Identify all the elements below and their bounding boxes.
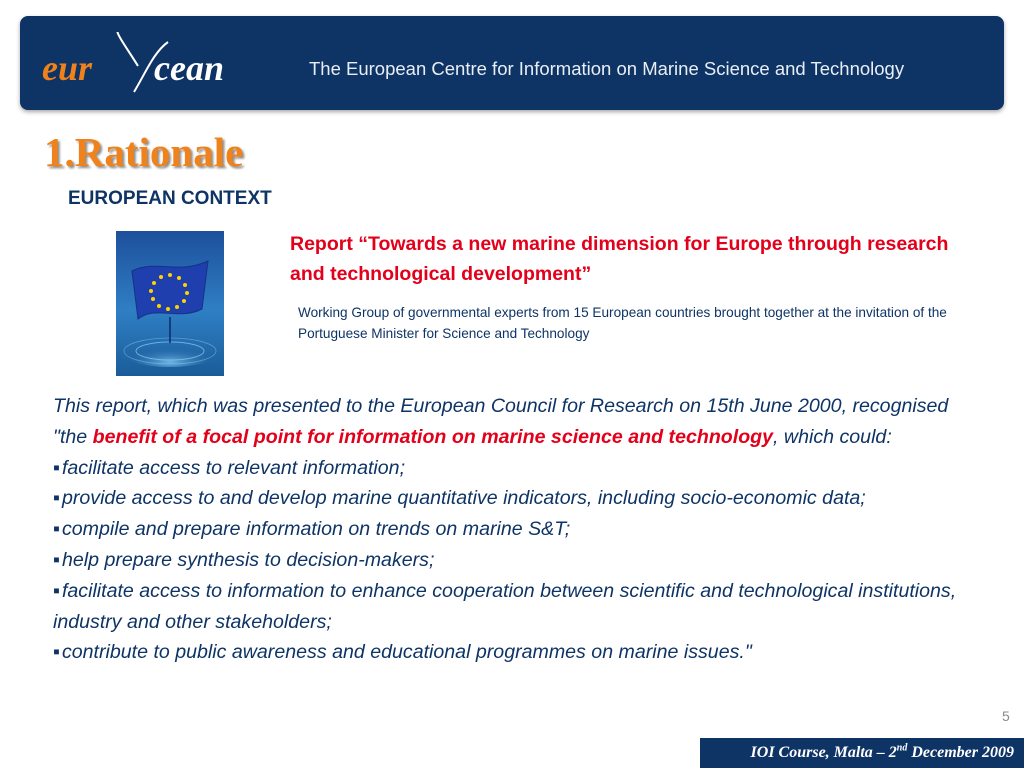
bullet-item: ▪ facilitate access to information to enhance cooperation between scientific and technological institutions, industry and other stakeholders; — [53, 576, 983, 638]
intro-highlight: benefit of a focal point for information on marine science and technology — [92, 425, 774, 448]
body-text — [53, 391, 983, 668]
euroocean-logo — [42, 32, 292, 96]
header-subtitle: The European Centre for Information on Marine Science and Technology — [309, 58, 905, 79]
intro-paragraph — [53, 391, 983, 453]
bullet-item: ▪ help prepare synthesis to decision-makers; — [53, 545, 983, 576]
intro-text: This report, which was presented to the European Council for Research on 15th June 2000, recognised "the — [53, 395, 949, 448]
eu-flag-over-water-image — [116, 231, 224, 376]
page-number: 5 — [1002, 708, 1010, 724]
report-description: Working Group of governmental experts from 15 European countries brought together at the invitation of the Portuguese Minister for Science and Technology — [298, 305, 947, 341]
footer-bar — [700, 738, 1024, 768]
footer-text: IOI Course, Malta – 2 — [750, 744, 897, 761]
footer-superscript: nd — [896, 742, 908, 754]
bullet-item: ▪ provide access to and develop marine quantitative indicators, including socio-economic data; — [53, 483, 983, 514]
svg-text:cean: cean — [154, 48, 224, 88]
footer-text-end: December 2009 — [907, 744, 1014, 761]
header-banner — [20, 16, 1004, 110]
bullet-item: ▪ contribute to public awareness and educational programmes on marine issues." — [53, 637, 983, 668]
section-heading: EUROPEAN CONTEXT — [68, 188, 272, 209]
svg-text:eur: eur — [42, 48, 93, 88]
slide-title: 1.Rationale — [44, 129, 244, 175]
intro-text-end: , which could: — [773, 425, 892, 448]
report-title: Report “Towards a new marine dimension for Europe through research and technological development” — [290, 233, 949, 285]
bullet-item: ▪ facilitate access to relevant information; — [53, 453, 983, 484]
bullet-item: ▪ compile and prepare information on trends on marine S&T; — [53, 514, 983, 545]
